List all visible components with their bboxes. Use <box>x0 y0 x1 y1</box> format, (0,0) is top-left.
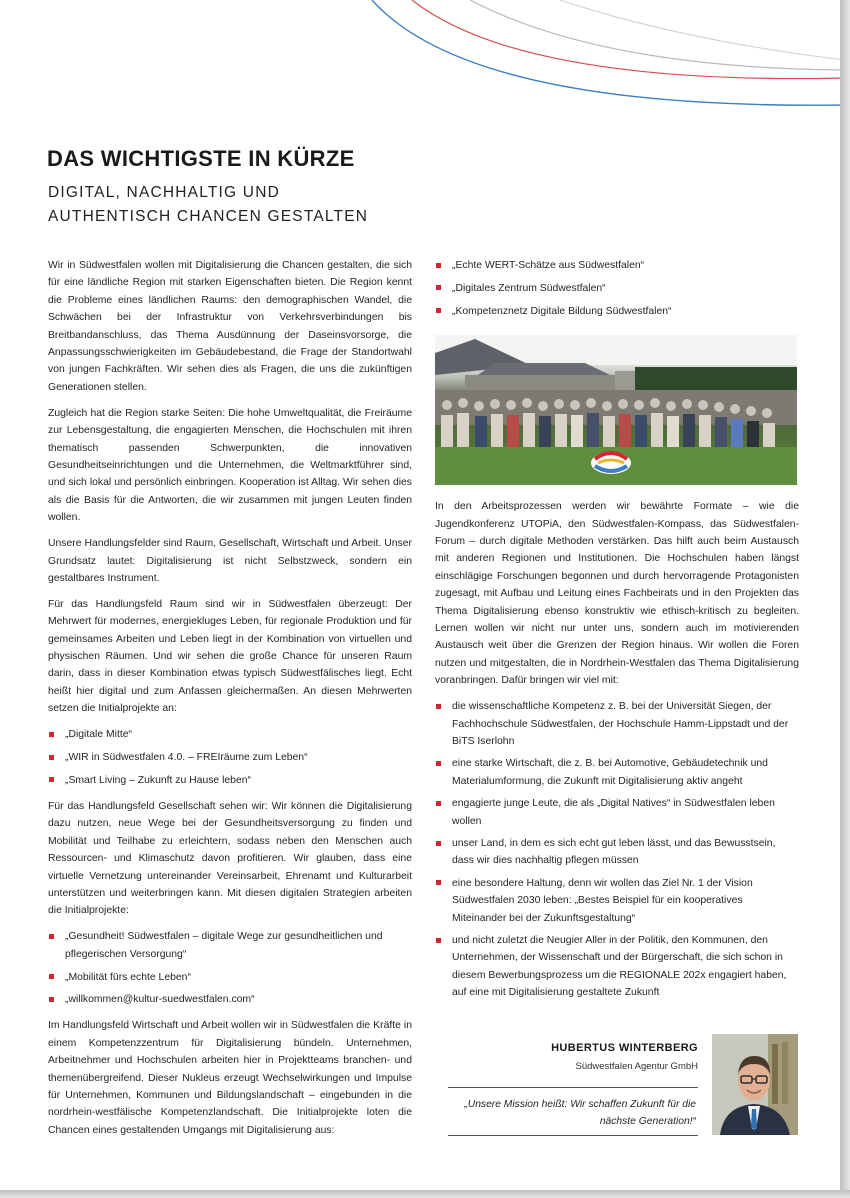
list-item: „Digitale Mitte“ <box>48 726 412 743</box>
paragraph: Im Handlungsfeld Wirtschaft und Arbeit wollen wir in Südwestfalen die Kräfte in einem Kompetenzzentrum für Digitalisierung bündeln. Unternehmen, Arbeitnehmer und Hochschulen arbeiten hier in Projektteams branchen- und themenübergreifend. Dieser Nukleus erzeugt Wechselwirkungen und Impulse für Unternehmen, Kommunen und Bildungslandschaft – eingebunden in die nordrhein-westfälische Kompetenzlandschaft. Die Initialprojekte loten die Chancen eines gestaltenden Umgangs mit Digitalisierung aus: <box>48 1020 412 1136</box>
divider <box>448 1087 698 1088</box>
left-column <box>48 257 412 1148</box>
paragraph: Für das Handlungsfeld Raum sind wir in Südwestfalen überzeugt: Der Mehrwert für modernes, energiekluges Leben, für regionale Produktion und für gemeinsames Arbeiten und Leben liegt in der Kombination von virtuellen und physischen Räumen. Und wir sehen die große Chance für unseren Raum darin, dass in dieser Kombination etwas typisch Südwestfälisches liegt. Echt heißt hier digital und zum Anfassen gleichermaßen. An diesen Mehrwerten setzen die Initialprojekte an: <box>48 598 412 715</box>
paragraph: Wir in Südwestfalen wollen mit Digitalisierung die Chancen gestalten, die sich für eine ländliche Region mit starken Eigenschaften bieten. Die Region kennt die Probleme eines ländlichen Raums: den demographischen Wandel, die Schwächen bei der Infrastruktur von Verkehrsverbindungen bis Breitbandanschluss, das Thema Ausdünnung der Daseinsvorsorge, die Anpassungsschwierigkeiten im Gebäudebestand, die Frage der Standortwahl von jungen Fachkräften. Wir sehen dies als Fragen, die uns die zukünftigen Generationen stellen. <box>48 260 412 393</box>
list-item: „Smart Living – Zukunft zu Hause leben“ <box>48 772 412 789</box>
signature-organization: Südwestfalen Agentur GmbH <box>575 1061 698 1072</box>
list-item: und nicht zuletzt die Neugier Aller in der Politik, den Kommunen, den Unternehmen, der Wissenschaft und der Bürgerschaft, die sich schon in diesem Bewerbungsprozess um die REGIONALE 202x engagiert haben, auf eine mit Digitalisierung gestaltete Zukunft <box>435 932 799 1002</box>
list-item: „Echte WERT-Schätze aus Südwestfalen“ <box>435 257 799 274</box>
signature-quote: „Unsere Mission heißt: Wir schaffen Zukunft für die nächste Generation!“ <box>464 1099 696 1127</box>
list-item: unser Land, in dem es sich echt gut leben lässt, und das Bewusstsein, dass wir dies nachhaltig pflegen müssen <box>435 835 799 870</box>
group-photo-illustration <box>435 335 797 485</box>
portrait-illustration <box>712 1034 798 1135</box>
list-item: „Mobilität fürs echte Leben“ <box>48 969 412 986</box>
signature-name: HUBERTUS WINTERBERG <box>551 1042 698 1054</box>
page-edge-shadow <box>0 1190 850 1198</box>
list-item: „WIR in Südwestfalen 4.0. – FREIräume zum Leben“ <box>48 749 412 766</box>
initial-projects-raum-list <box>48 726 412 789</box>
page-edge-shadow <box>840 0 850 1198</box>
group-photo <box>435 335 797 485</box>
paragraph: Für das Handlungsfeld Gesellschaft sehen wir: Wir können die Digitalisierung dazu nutzen, neue Wege bei der Gesundheitsversorgung zu finden und Mobilität und Teilhabe zu erleichtern, sodass neben den Menschen auch Ressourcen- und Klimaschutz davon profitieren. Wir glauben, dass eine virtuelle Vernetzung untereinander Vereinsarbeit, Ehrenamt und Kulturarbeit unterstützen und weiterbringen kann. Mit diesen digitalen Strategien arbeiten die Initialprojekte: <box>48 800 412 917</box>
list-item: eine besondere Haltung, denn wir wollen das Ziel Nr. 1 der Vision Südwestfalen 2030 leben: „Bestes Beispiel für ein kooperatives Miteinander bei der Zukunftsgestaltung“ <box>435 875 799 927</box>
paragraph: Zugleich hat die Region starke Seiten: Die hohe Umweltqualität, die Freiräume zur Lebensgestaltung, die engagierten Menschen, die Hochschulen mit ihren thematisch passenden Schwerpunkten, die innovativen Gesundheitseinrichtungen und die Unternehmen, die Weltmarktführer sind, und sich lokal und persönlich einbringen. Kooperation ist Alltag. Wir sehen dies als die Basis für die Antworten, die wir zusammen mit jungen Leuten finden wollen. <box>48 407 412 524</box>
paragraph: Unsere Handlungsfelder sind Raum, Gesellschaft, Wirtschaft und Arbeit. Unser Grundsatz lautet: Digitalisierung ist nicht Selbstzweck, sondern ein gestaltbares Instrument. <box>48 538 412 584</box>
list-item: „willkommen@kultur-suedwestfalen.com“ <box>48 991 412 1008</box>
list-item: eine starke Wirtschaft, die z. B. bei Automotive, Gebäudetechnik und Materialumformung, die Zukunft mit Digitalisierung aktiv angeht <box>435 755 799 790</box>
initial-projects-gesellschaft-list <box>48 928 412 1009</box>
subtitle-line: AUTHENTISCH CHANCEN GESTALTEN <box>48 208 369 225</box>
initial-projects-wirtschaft-list <box>435 257 799 320</box>
list-item: „Gesundheit! Südwestfalen – digitale Wege zur gesundheitlichen und pflegerischen Versorgung“ <box>48 928 412 963</box>
paragraph: In den Arbeitsprozessen werden wir bewährte Formate – wie die Jugendkonferenz UTOPiA, den Südwestfalen-Kompass, das Südwestfalen-Forum – durch digitale Methoden verstärken. Das hilft auch beim Austausch mit anderen Regionen und Institutionen. Die Hochschulen haben längst einschlägige Forschungen begonnen und durch hervorragende Protagonisten zugesagt, mit Aufbau und Leitung eines Fachbeirats und in den Projekten das Thema Digitalisierung ebenso konstruktiv wie ethisch-kritisch zu begleiten. Lernen wollen wir nicht nur unter uns, sondern auch im motivierenden Austausch weit über die Grenzen der Region hinaus. Wir wollen die Foren nutzen und mitgestalten, die in Nordrhein-Westfalen das Thema Digitalisierung voranbringen. Dafür bringen wir viel mit: <box>435 501 799 687</box>
decorative-swoosh-lines <box>0 0 840 120</box>
list-item: engagierte junge Leute, die als „Digital Natives“ in Südwestfalen leben wollen <box>435 795 799 830</box>
divider <box>448 1135 698 1136</box>
portrait-photo <box>712 1034 798 1135</box>
page-title: DAS WICHTIGSTE IN KÜRZE <box>47 146 355 171</box>
list-item: „Kompetenznetz Digitale Bildung Südwestfalen“ <box>435 303 799 320</box>
list-item: „Digitales Zentrum Südwestfalen“ <box>435 280 799 297</box>
page-subtitle <box>48 181 368 229</box>
strengths-list <box>435 698 799 1002</box>
subtitle-line: DIGITAL, NACHHALTIG UND <box>48 184 280 201</box>
right-column <box>435 257 799 1010</box>
list-item: die wissenschaftliche Kompetenz z. B. bei der Universität Siegen, der Fachhochschule Südwestfalen, der Hochschule Hamm-Lippstadt und der BiTS Iserlohn <box>435 698 799 750</box>
